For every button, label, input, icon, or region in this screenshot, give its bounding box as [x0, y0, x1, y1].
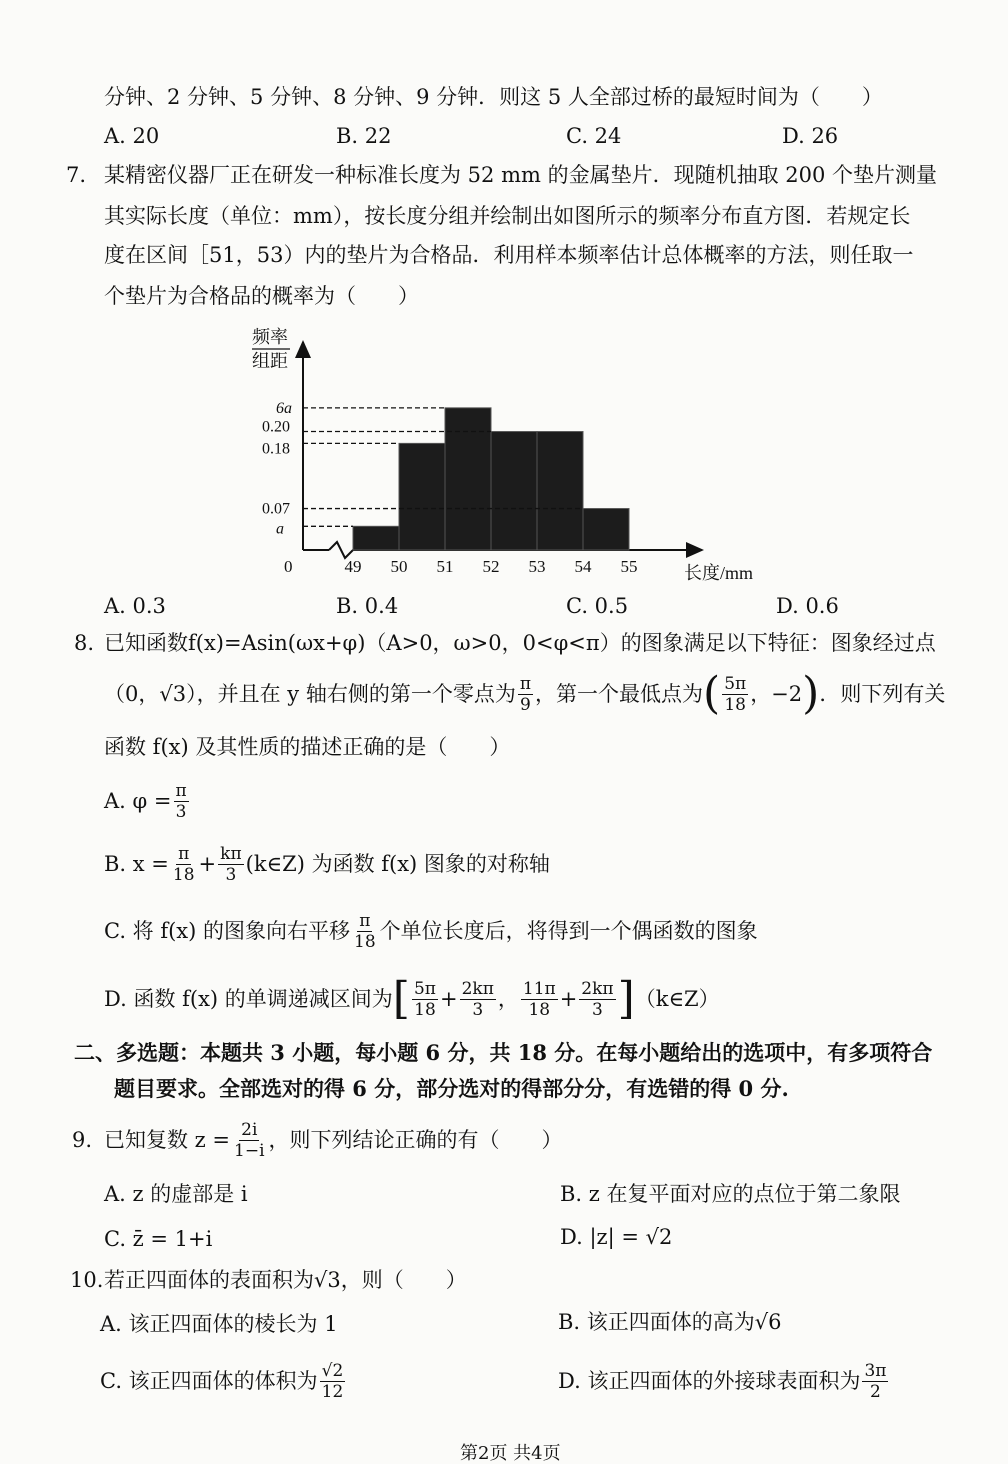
origin-label: 0 [284, 557, 293, 576]
q10-d-fraction [862, 1361, 888, 1402]
q8-number: 8. [74, 631, 95, 655]
q8-d-frac2 [460, 979, 496, 1020]
frac-den: 3 [592, 999, 603, 1020]
q10-stem: 若正四面体的表面积为√3，则（ ） [104, 1268, 467, 1292]
frac-den: 3 [175, 801, 187, 822]
x-tick-label: 51 [436, 557, 454, 576]
plus-sign: + [439, 987, 458, 1011]
q8-d-pre: D. 函数 f(x) 的单调递减区间为 [104, 987, 393, 1011]
q6-option-a: A. 20 [104, 124, 160, 148]
q7-line4: 个垫片为合格品的概率为（ ） [104, 284, 419, 308]
q10-option-c [100, 1356, 347, 1406]
q10-c-pre: C. 该正四面体的体积为 [100, 1369, 318, 1393]
histogram-bar-49-50 [353, 526, 399, 550]
frac-num: √2 [321, 1360, 344, 1381]
q10-option-a: A. 该正四面体的棱长为 1 [100, 1312, 338, 1336]
q8-d-frac4 [579, 979, 615, 1020]
q7-line2: 其实际长度（单位：mm），按长度分组并绘制出如图所示的频率分布直方图．若规定长 [104, 204, 911, 228]
frac-den: 3 [472, 999, 484, 1020]
y-tick-label: 0.18 [262, 440, 290, 458]
q8-a-pre: A. φ = [104, 789, 172, 813]
q7-line1: 某精密仪器厂正在研发一种标准长度为 52 mm 的金属垫片．现随机抽取 200 个垫片测量 [104, 163, 938, 187]
page-footer: 第2页 共4页 [460, 1443, 561, 1464]
frac-den: 18 [528, 999, 551, 1020]
axis-break [329, 542, 353, 558]
q9-stem [104, 1116, 563, 1164]
q9-number: 9. [72, 1128, 93, 1152]
x-tick-label: 54 [574, 557, 592, 576]
right-paren: ) [802, 668, 820, 719]
q8-line2 [104, 668, 945, 720]
q8-d-frac1 [412, 979, 438, 1020]
frac-num: 3π [864, 1360, 887, 1381]
q7-number: 7. [66, 163, 87, 187]
q8-line3: 函数 f(x) 及其性质的描述正确的是（ ） [104, 735, 511, 759]
q8-line1 [104, 629, 936, 657]
frac-den: 18 [724, 694, 746, 715]
q8-c-pre: C. 将 f(x) 的图象向右平移 [104, 919, 351, 943]
q8-c-post: 个单位长度后，将得到一个偶函数的图象 [379, 919, 758, 943]
x-tick-label: 55 [620, 557, 638, 576]
q7-option-a: A. 0.3 [104, 594, 166, 618]
frac-den: 12 [321, 1381, 344, 1402]
q8-a-fraction [174, 781, 189, 822]
q10-number: 10. [70, 1268, 104, 1292]
q9-option-b: B. z 在复平面对应的点位于第二象限 [560, 1182, 901, 1206]
frac-den: 2 [870, 1381, 881, 1402]
frac-den: 18 [172, 864, 195, 885]
frac-num: π [175, 780, 187, 801]
comma: ， [497, 987, 519, 1011]
q6-option-d: D. 26 [782, 124, 839, 148]
y-tick-label: 0.07 [262, 500, 290, 518]
q9-option-c: C. z̄ = 1+i [104, 1227, 213, 1251]
left-paren: ( [703, 668, 721, 719]
q8-line1-a: 已知函数 [104, 631, 188, 655]
left-bracket: [ [392, 973, 410, 1024]
x-tick-label: 49 [344, 557, 362, 576]
q8-line2-a: （0，√3），并且在 y 轴右侧的第一个零点为 [104, 682, 516, 706]
q8-option-d [104, 970, 720, 1028]
plus-sign: + [198, 852, 217, 876]
q9-option-a: A. z 的虚部是 i [104, 1182, 248, 1206]
histogram-bar-50-51 [399, 443, 445, 550]
section2-line1: 二、多选题：本题共 3 小题，每小题 6 分，共 18 分。在每小题给出的选项中，有多项符合 [74, 1040, 933, 1065]
q8-b-frac1 [171, 844, 197, 885]
section2-line2: 题目要求。全部选对的得 6 分，部分选对的得部分分，有选错的得 0 分. [114, 1076, 789, 1101]
q7-option-b: B. 0.4 [336, 594, 399, 618]
histogram-bar-54-55 [583, 509, 629, 550]
q8-d-post: （k∈Z） [634, 987, 720, 1011]
frac-num: π [178, 843, 190, 864]
q8-option-a [104, 775, 191, 827]
frac-den: 3 [225, 864, 237, 885]
plus-sign: + [559, 987, 578, 1011]
q8-option-b [104, 838, 550, 890]
q7-option-c: C. 0.5 [566, 594, 629, 618]
q10-option-d [558, 1356, 890, 1406]
frac-num: 11π [522, 978, 556, 999]
right-bracket: ] [617, 973, 635, 1024]
q7-option-d: D. 0.6 [776, 594, 839, 618]
q8-line2-b: ，第一个最低点为 [535, 682, 704, 706]
q10-d-pre: D. 该正四面体的外接球表面积为 [558, 1369, 861, 1393]
frac-num: π [359, 910, 371, 931]
frac-num: π [519, 673, 532, 694]
y-tick-label: 6a [276, 399, 292, 417]
q8-min-fraction [722, 674, 748, 715]
q8-option-c [104, 905, 758, 957]
q8-c-fraction [352, 911, 378, 952]
q9-option-d: D. |z| = √2 [560, 1225, 673, 1249]
frac-den: 9 [520, 694, 531, 715]
y-label-bottom: 组距 [252, 351, 288, 371]
frequency-histogram [240, 320, 780, 590]
frac-num: 2kπ [581, 978, 614, 999]
frac-den: 1−i [234, 1140, 265, 1161]
q8-line2-d: ．则下列有关 [819, 682, 946, 706]
q9-pre: 已知复数 z = [104, 1128, 231, 1152]
q8-b-frac2 [218, 844, 243, 885]
q8-b-post: (k∈Z) 为函数 f(x) 图象的对称轴 [245, 852, 550, 876]
frac-num: 2i [241, 1119, 258, 1140]
histogram-bar-51-52 [445, 408, 491, 550]
q8-d-frac3 [521, 979, 558, 1020]
q9-fraction [232, 1120, 267, 1161]
q6-option-c: C. 24 [566, 124, 622, 148]
q6-option-b: B. 22 [336, 124, 392, 148]
q7-line3: 度在区间［51，53）内的垫片为合格品．利用样本频率估计总体概率的方法，则任取一 [104, 243, 914, 267]
x-tick-label: 53 [528, 557, 546, 576]
x-axis-label: 长度/mm [684, 563, 754, 583]
q8-line1-b: f(x)=Asin(ωx+φ)（A>0，ω>0，0<φ<π）的图象满足以下特征：图象经过点 [188, 631, 936, 655]
frac-num: 5π [724, 673, 747, 694]
histogram-bar-53-54 [537, 432, 583, 550]
q8-b-pre: B. x = [104, 852, 169, 876]
y-tick-label: a [276, 520, 284, 538]
q9-post: ，则下列结论正确的有（ ） [268, 1128, 563, 1152]
frac-num: kπ [220, 843, 242, 864]
frac-den: 18 [354, 931, 376, 952]
frac-num: 5π [413, 978, 436, 999]
q8-zero-fraction [518, 674, 533, 715]
frac-num: 2kπ [461, 978, 494, 999]
q8-line2-c: ，−2 [750, 682, 803, 706]
y-label-top: 频率 [252, 327, 288, 347]
y-tick-label: 0.20 [262, 418, 290, 436]
frac-den: 18 [414, 999, 436, 1020]
histogram-bar-52-53 [491, 432, 537, 550]
q10-option-b: B. 该正四面体的高为√6 [558, 1310, 782, 1334]
x-tick-label: 52 [482, 557, 500, 576]
x-tick-label: 50 [390, 557, 408, 576]
q6-tail: 分钟、2 分钟、5 分钟、8 分钟、9 分钟．则这 5 人全部过桥的最短时间为（ ） [104, 85, 883, 109]
q10-c-fraction [320, 1361, 346, 1402]
